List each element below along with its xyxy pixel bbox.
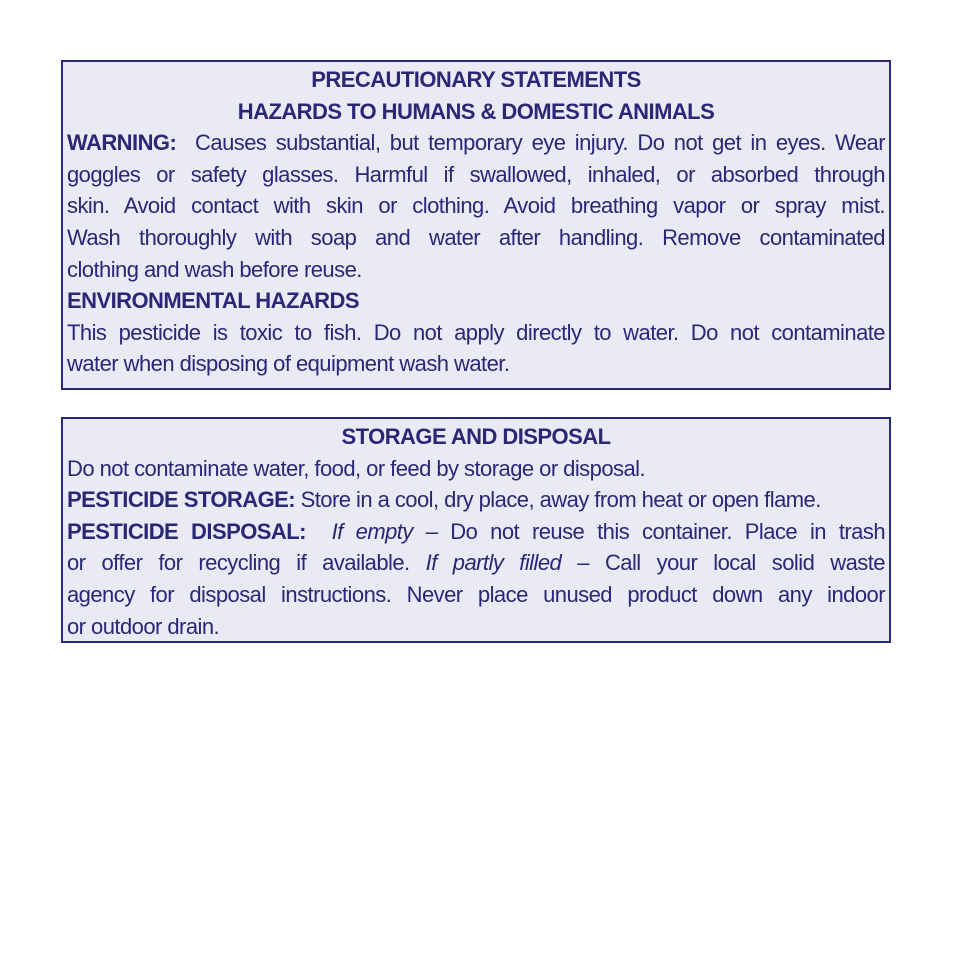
pesticide-disposal-label: PESTICIDE DISPOSAL:	[67, 518, 306, 544]
pesticide-storage-text: Store in a cool, dry place, away from heat or open flame.	[300, 487, 821, 513]
environmental-line-2: water when disposing of equipment wash water.	[67, 351, 510, 377]
warning-line-4: Wash thoroughly with soap and water after handling. Remove contaminated	[67, 224, 885, 250]
disposal-line-2	[67, 547, 885, 579]
disposal-line-3: agency for disposal instructions. Never place unused product down any indoor	[67, 581, 885, 607]
if-empty-text: If empty	[331, 518, 413, 544]
environmental-line-1: This pesticide is toxic to fish. Do not apply directly to water. Do not contaminate	[67, 319, 885, 345]
if-partly-filled-text: If partly filled	[425, 550, 562, 576]
warning-line-5: clothing and wash before reuse.	[67, 256, 362, 282]
hazards-subtitle: HAZARDS TO HUMANS & DOMESTIC ANIMALS	[237, 98, 715, 124]
disposal-line-2-b: – Call your local solid waste	[577, 550, 885, 576]
warning-line-1	[67, 127, 885, 159]
warning-line-3: skin. Avoid contact with skin or clothing. Avoid breathing vapor or spray mist.	[67, 193, 885, 219]
pesticide-storage-label: PESTICIDE STORAGE:	[67, 487, 296, 513]
disposal-line-1	[67, 516, 885, 548]
pesticide-storage-line	[67, 484, 885, 516]
warning-line-2: goggles or safety glasses. Harmful if swallowed, inhaled, or absorbed through	[67, 161, 885, 187]
environmental-hazards-heading: ENVIRONMENTAL HAZARDS	[67, 288, 359, 314]
storage-disposal-panel	[61, 417, 891, 643]
warning-text-1: Causes substantial, but temporary eye injury. Do not get in eyes. Wear	[195, 130, 886, 156]
disposal-line-1-rest: – Do not reuse this container. Place in trash	[425, 518, 886, 544]
precautionary-title: PRECAUTIONARY STATEMENTS	[311, 67, 641, 92]
disposal-line-4: or outdoor drain.	[67, 613, 220, 639]
warning-label: WARNING:	[67, 130, 177, 156]
storage-intro: Do not contaminate water, food, or feed by storage or disposal.	[67, 455, 646, 481]
precautionary-statements-panel	[61, 60, 891, 390]
storage-disposal-title: STORAGE AND DISPOSAL	[341, 424, 611, 449]
disposal-line-2-a: or offer for recycling if available.	[67, 550, 410, 576]
